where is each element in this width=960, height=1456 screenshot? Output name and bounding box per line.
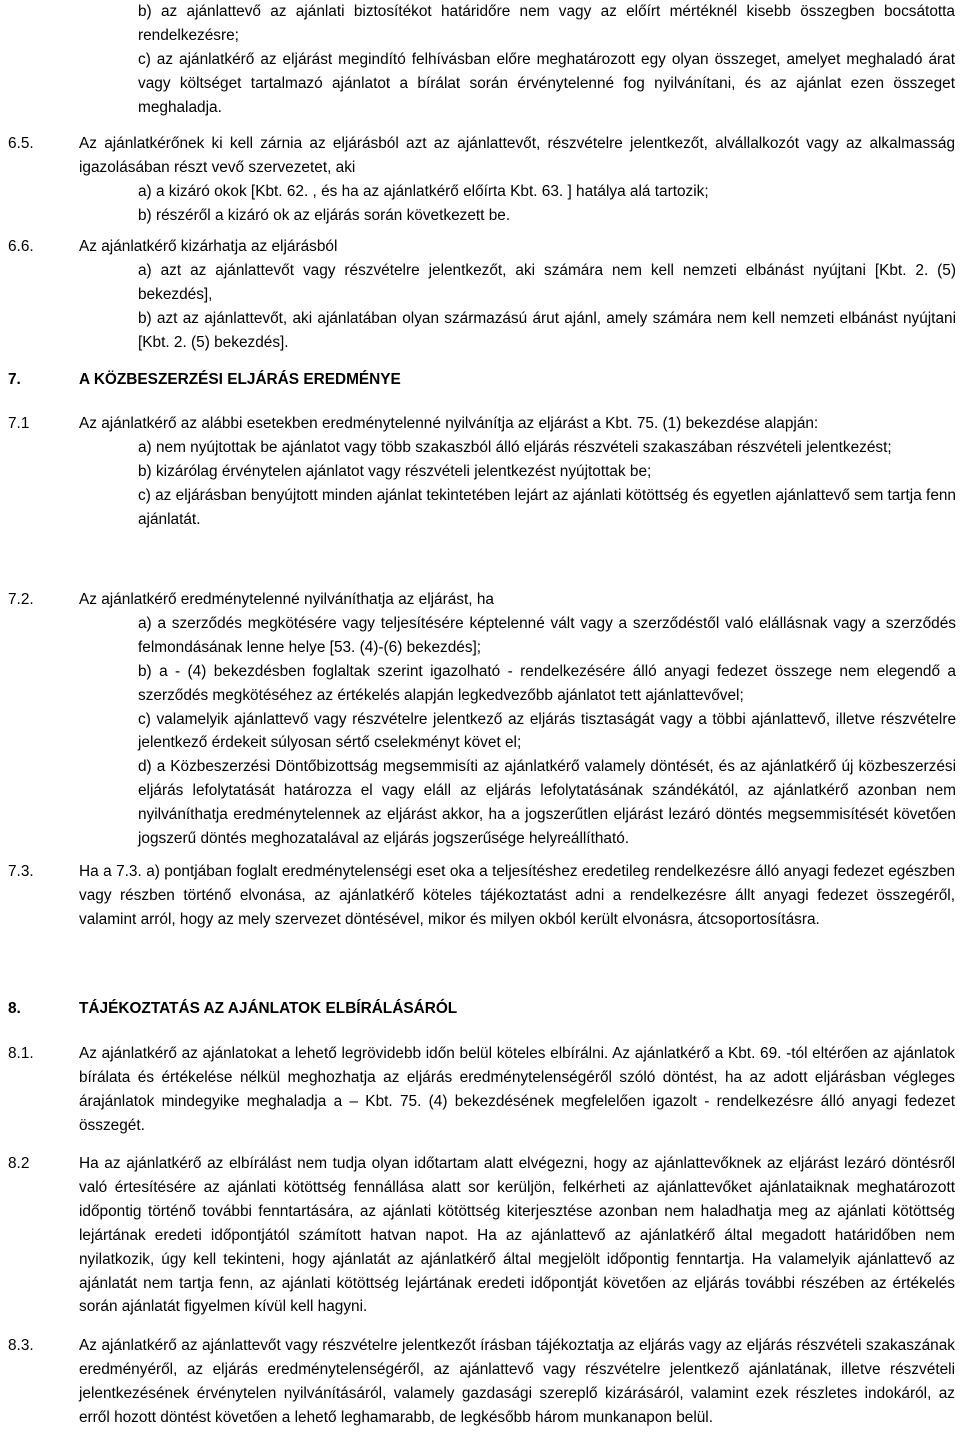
section-text: Az ajánlatkérő az ajánlattevőt vagy részvételre jelentkezőt írásban tájékoztatja az eljárás vagy az eljárás részvételi szakaszának eredményéről, az eljárás eredménytelenségéről, az ajánlattevő vagy részvételre jelentkező ajánlatának, illetve részvételi jelentkezésének érvénytelen nyilvánításáról, valamely gazdasági szereplő kizárásáról, valamint ezek részletes indokáról, az erről hozott döntést követően a lehető leghamarabb, de legkésőbb három munkanapon belül. [79, 1337, 955, 1426]
section-number: 6.6. [8, 238, 34, 255]
chapter-title: A KÖZBESZERZÉSI ELJÁRÁS EREDMÉNYE [79, 371, 401, 388]
list-item: a) nem nyújtottak be ajánlatot vagy több szakaszból álló eljárás részvételi szakaszában részvételi jelentkezést; [138, 438, 892, 456]
section-number: 7.2. [8, 591, 34, 608]
list-item: b) részéről a kizáró ok az eljárás során következett be. [138, 206, 511, 224]
chapter-number: 7. [8, 371, 21, 388]
continuation-list [138, 0, 955, 120]
section-intro: Az ajánlatkérőnek ki kell zárnia az eljárásból azt az ajánlattevőt, részvételre jelentkezőt, alvállalkozót vagy az alkalmasság igazolásában részt vevő szervezetet, aki [79, 135, 955, 176]
section-number: 6.5. [8, 135, 34, 152]
section-number: 7.1 [8, 415, 30, 432]
list-item: b) a - (4) bekezdésben foglaltak szerint igazolható - rendelkezésére álló anyagi fedezet összege nem elegendő a szerződés megkötéséhez az értékelés alapján legkedvezőbb ajánlatot tett ajánlattevővel; [138, 662, 956, 704]
list-item: a) a kizáró okok [Kbt. 62. , és ha az ajánlatkérő előírta Kbt. 63. ] hatálya alá tartozik; [138, 182, 709, 200]
list-item: b) kizárólag érvénytelen ajánlatot vagy részvételi jelentkezést nyújtottak be; [138, 462, 652, 480]
section-number: 8.2 [8, 1155, 30, 1172]
chapter-title: TÁJÉKOZTATÁS AZ AJÁNLATOK ELBÍRÁLÁSÁRÓL [79, 1000, 458, 1017]
chapter-number: 8. [8, 1000, 21, 1017]
list-item: b) azt az ajánlattevőt, aki ajánlatában olyan származású árut ajánl, amely számára nem kell nemzeti elbánást nyújtani [Kbt. 2. (5) bekezdés]. [138, 309, 956, 351]
section-intro: Az ajánlatkérő az alábbi esetekben eredménytelenné nyilvánítja az eljárást a Kbt. 75. (1) bekezdése alapján: [79, 415, 819, 432]
section-intro: Az ajánlatkérő eredménytelenné nyilváníthatja az eljárást, ha [79, 591, 494, 608]
list-item: a) a szerződés megkötésére vagy teljesítésére képtelenné vált vagy a szerződéstől való elállásnak vagy a szerződés felmondásának lenne helye [53. (4)-(6) bekezdés]; [138, 614, 956, 656]
list-item: c) valamelyik ajánlattevő vagy részvételre jelentkező az eljárás tisztaságát vagy a többi ajánlattevő, illetve részvételre jelentkező érdekeit súlyosan sértő cselekményt követ el; [138, 710, 956, 752]
section-intro: Az ajánlatkérő kizárhatja az eljárásból [79, 238, 338, 255]
section-text: Az ajánlatkérő az ajánlatokat a lehető legrövidebb időn belül köteles elbírálni. Az ajánlatkérő a Kbt. 69. -tól eltérően az ajánlatok bírálata és értékelése nélkül meghozhatja az eljárás eredménytelenségéről szóló döntést, ha az adott eljárásban végleges árajánlatok mindegyike meghaladja a – Kbt. 75. (4) bekezdésének megfelelően igazolt - rendelkezésre álló anyagi fedezet összegét. [79, 1045, 955, 1134]
section-number: 7.3. [8, 863, 34, 880]
section-number: 8.1. [8, 1045, 34, 1062]
list-item: c) az eljárásban benyújtott minden ajánlat tekintetében lejárt az ajánlati kötöttség és egyetlen ajánlattevő sem tartja fenn ajánlatát. [138, 486, 956, 528]
list-item: c) az ajánlatkérő az eljárást megindító felhívásban előre meghatározott egy olyan összeget, amelyet meghaladó árat vagy költséget tartalmazó ajánlatot a bírálat során érvénytelenné fog nyilvánítani, és az ajánlat ezen összeget meghaladja. [138, 50, 955, 116]
list-item: b) az ajánlattevő az ajánlati biztosítékot határidőre nem vagy az előírt mértéknél kisebb összegben bocsátotta rendelkezésre; [138, 3, 955, 44]
section-number: 8.3. [8, 1337, 34, 1354]
list-item: a) azt az ajánlattevőt vagy részvételre jelentkezőt, aki számára nem kell nemzeti elbánást nyújtani [Kbt. 2. (5) bekezdés], [138, 261, 956, 303]
section-text: Ha a 7.3. a) pontjában foglalt eredménytelenségi eset oka a teljesítéshez eredetileg rendelkezésre álló anyagi fedezet egészben vagy részben történő elvonása, az ajánlatkérő köteles tájékoztatást adni a rendelkezésre állt anyagi fedezet összegéről, valamint arról, hogy az mely szervezet döntésével, mikor és milyen okból került elvonásra, átcsoportosításra. [79, 863, 955, 928]
list-item: d) a Közbeszerzési Döntőbizottság megsemmisíti az ajánlatkérő valamely döntését, és az ajánlatkérő új közbeszerzési eljárás lefolytatását határozza el vagy eláll az eljárás lefolytatásának szándékától, az ajánlatkérő azonban nem nyilváníthatja eredménytelennek az eljárást akkor, ha a jogszerűtlen eljárást lezáró döntés megsemmisítését követően jogszerű döntés meghozatalával az eljárás jogszerűsége helyreállítható. [138, 758, 956, 848]
section-text: Ha az ajánlatkérő az elbírálást nem tudja olyan időtartam alatt elvégezni, hogy az ajánlattevőknek az eljárást lezáró döntésről való értesítésére az ajánlati kötöttség fennállása alatt sor kerüljön, felkérheti az ajánlattevőket ajánlataiknak meghatározott időpontig történő további fenntartására, az ajánlati kötöttség kiterjesztése azonban nem haladhatja meg az ajánlati kötöttség lejártának eredeti időpontjától számított hatvan napot. Ha az ajánlattevő az ajánlatkérő által megadott határidőben nem nyilatkozik, úgy kell tekinteni, hogy ajánlatát az ajánlatkérő által megjelölt időpontig fenntartja. Ha valamelyik ajánlattevő az ajánlatát nem tartja fenn, az ajánlati kötöttség lejártának eredeti időpontját követően az eljárás további részében az értékelés során ajánlatát figyelmen kívül kell hagyni. [79, 1155, 955, 1316]
